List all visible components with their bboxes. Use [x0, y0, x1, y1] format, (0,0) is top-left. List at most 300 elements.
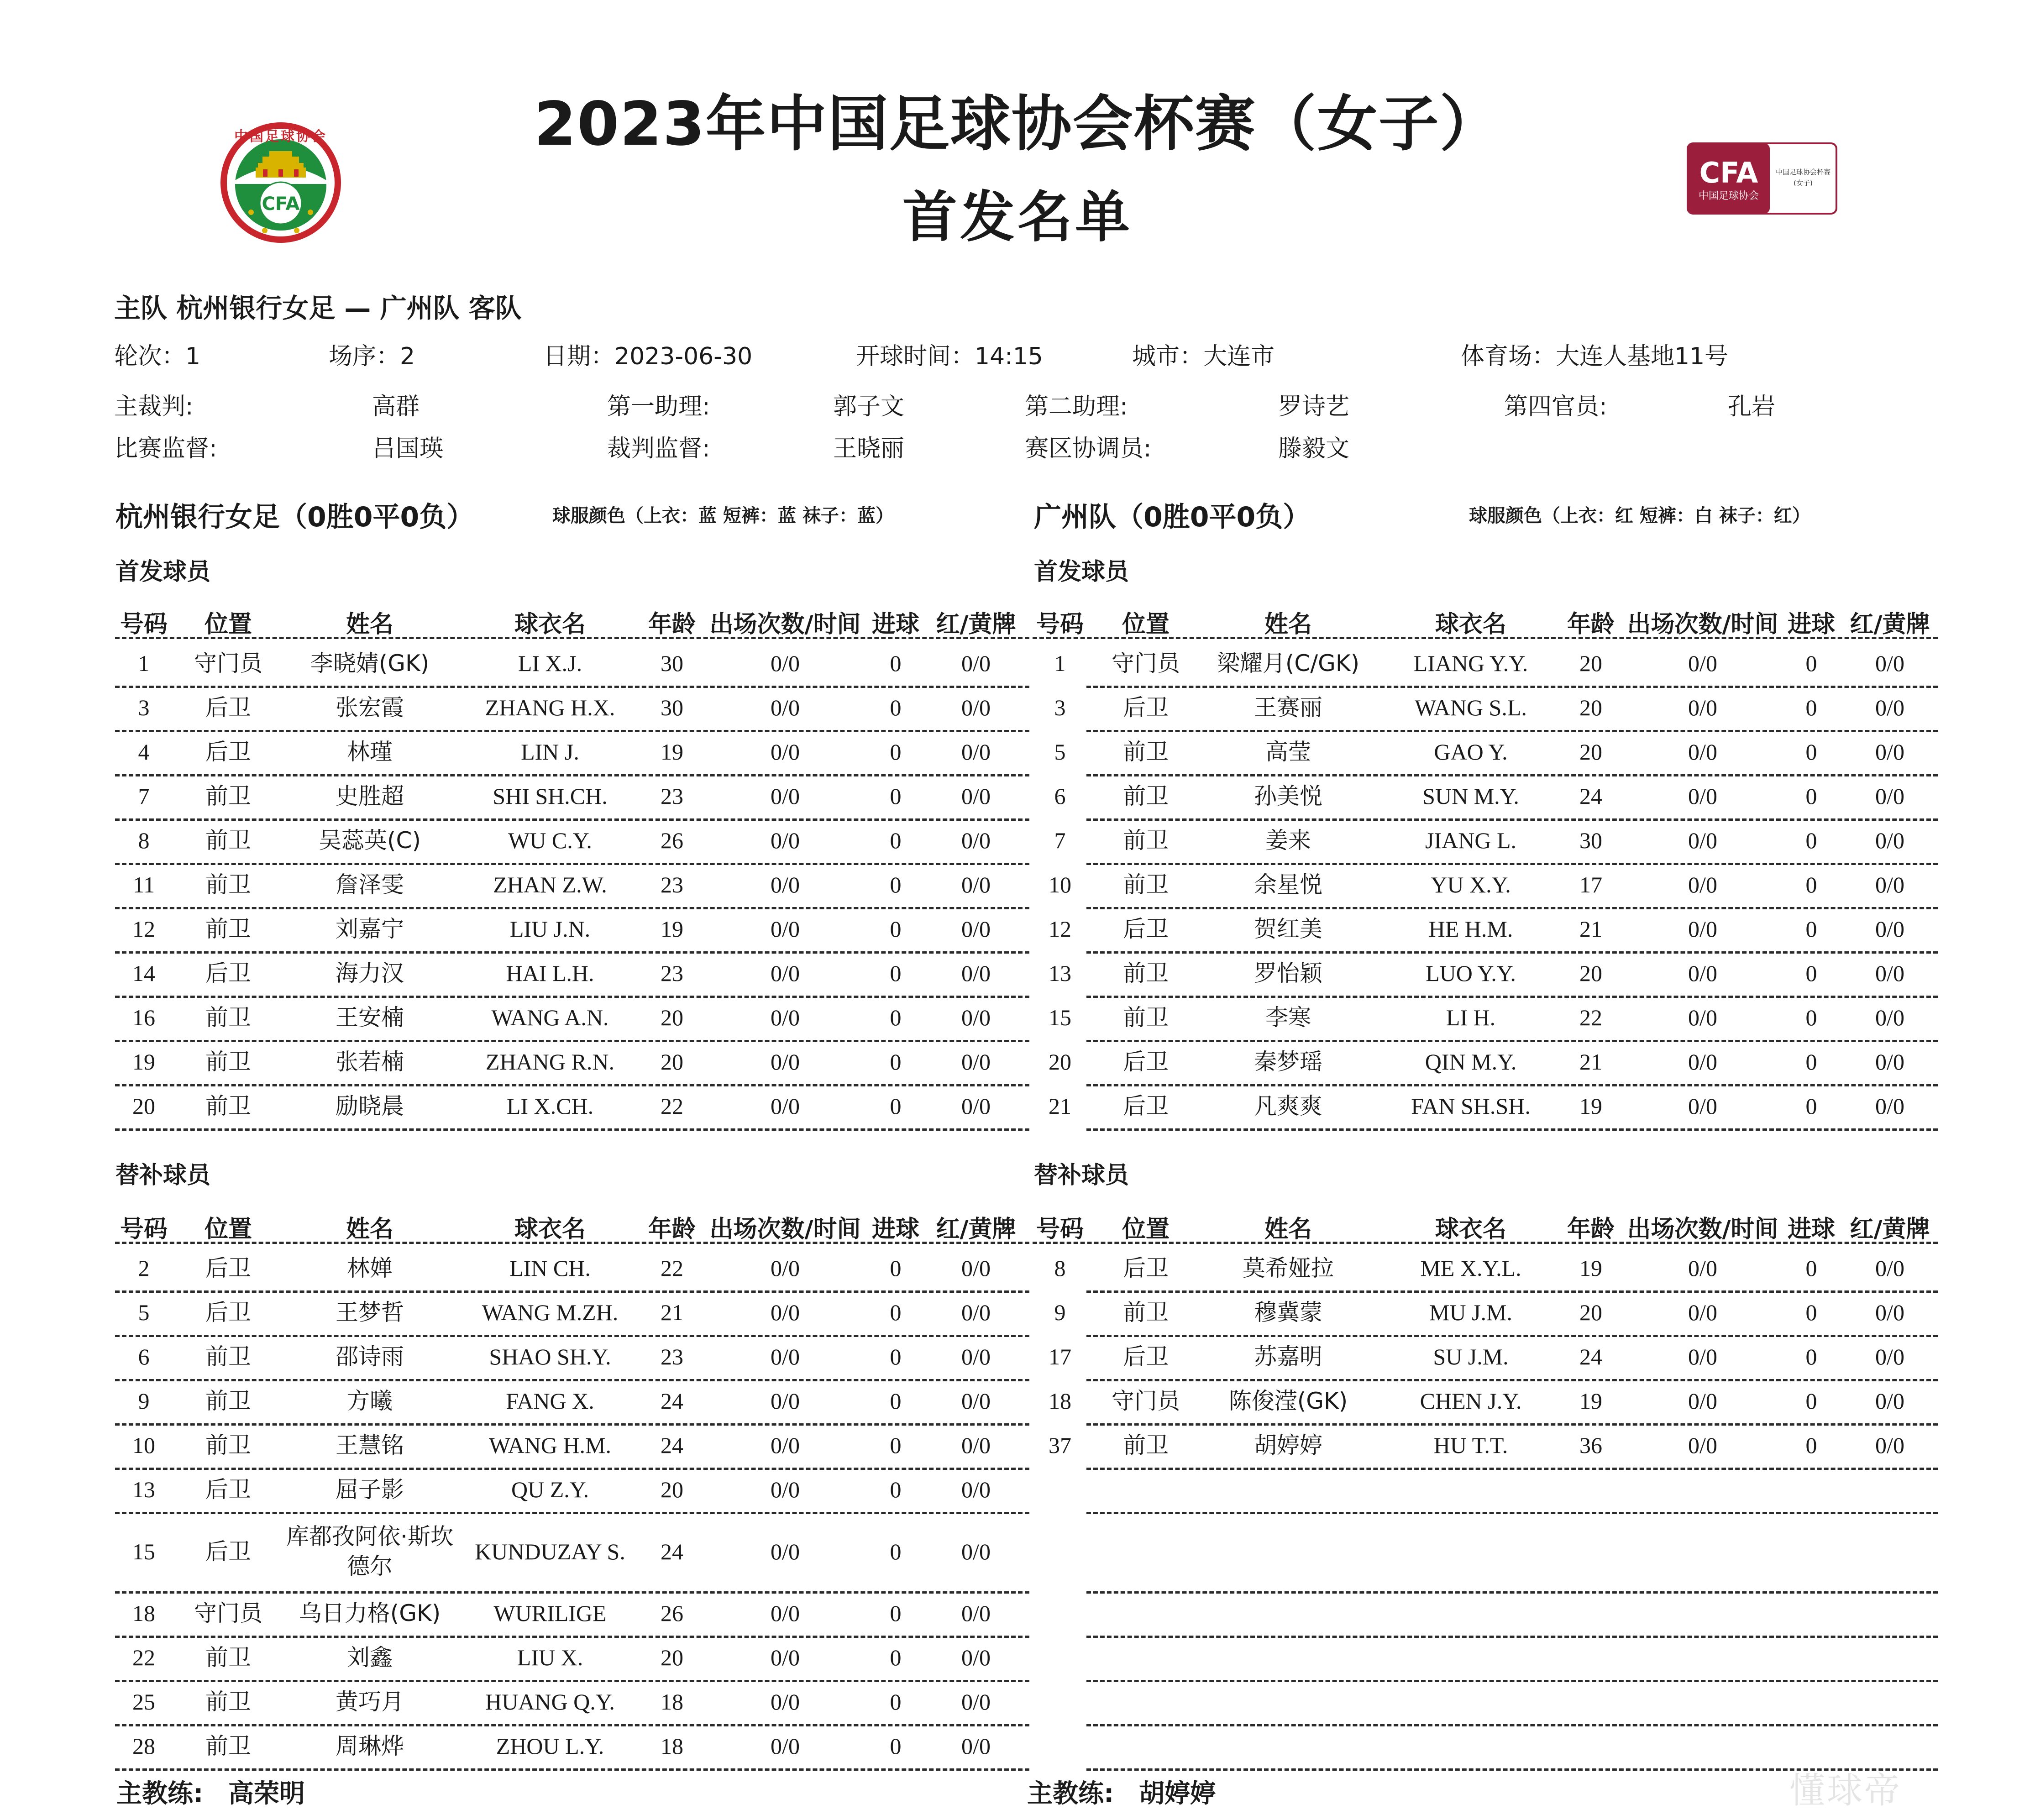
- table-row: [115, 1512, 1029, 1594]
- official-name: 滕毅文: [1278, 435, 1350, 462]
- col-age: 21: [1579, 916, 1602, 942]
- col-shirt-name: FAN SH.SH.: [1411, 1093, 1531, 1119]
- col-shirt-name: WANG A.N.: [491, 1005, 609, 1030]
- col-number: 25: [132, 1689, 155, 1715]
- col-number: 15: [132, 1538, 155, 1564]
- col-appearances: 0/0: [1688, 1049, 1717, 1075]
- col-goals: 0: [890, 695, 902, 720]
- header-col-goals: 进球: [871, 1216, 920, 1243]
- col-position: 前卫: [1123, 1299, 1169, 1326]
- col-name: 张宏霞: [336, 694, 404, 721]
- col-name: 王梦哲: [336, 1299, 404, 1326]
- col-position: 后卫: [205, 960, 251, 986]
- col-shirt-name: LI X.CH.: [506, 1093, 594, 1119]
- official-name: 郭子文: [833, 393, 905, 420]
- col-shirt-name: HE H.M.: [1428, 916, 1513, 942]
- col-appearances: 0/0: [1688, 1344, 1717, 1369]
- col-goals: 0: [1805, 650, 1817, 676]
- col-goals: 0: [890, 1005, 902, 1030]
- official-role: 裁判监督:: [607, 435, 710, 462]
- col-cards: 0/0: [961, 695, 991, 720]
- col-number: 13: [132, 1477, 155, 1502]
- col-goals: 0: [1805, 1005, 1817, 1030]
- col-appearances: 0/0: [771, 960, 800, 986]
- col-cards: 0/0: [961, 828, 991, 853]
- col-age: 20: [661, 1477, 683, 1502]
- col-appearances: 0/0: [771, 916, 800, 942]
- col-position: 前卫: [205, 1432, 251, 1458]
- col-age: 30: [661, 695, 683, 720]
- col-age: 22: [661, 1255, 683, 1281]
- col-name: 穆冀蒙: [1254, 1299, 1322, 1326]
- away-team-name: 广州队（0胜0平0负）: [1034, 501, 1311, 533]
- official-name: 王晓丽: [833, 435, 905, 462]
- col-shirt-name: LIANG Y.Y.: [1413, 650, 1528, 676]
- away-subs-label: 替补球员: [1034, 1162, 1129, 1189]
- header-col-number: 号码: [1036, 1216, 1084, 1243]
- col-position: 后卫: [1123, 694, 1169, 721]
- col-number: 10: [1049, 872, 1071, 897]
- col-goals: 0: [1805, 828, 1817, 853]
- header-col-position: 位置: [1122, 611, 1170, 638]
- col-appearances: 0/0: [1688, 1005, 1717, 1030]
- col-position: 前卫: [205, 916, 251, 942]
- header-col-age: 年龄: [1567, 611, 1615, 638]
- col-cards: 0/0: [1875, 1255, 1904, 1281]
- col-name: 王安楠: [336, 1004, 404, 1031]
- col-position: 前卫: [205, 827, 251, 854]
- col-goals: 0: [890, 650, 902, 676]
- col-shirt-name: SUN M.Y.: [1422, 783, 1519, 809]
- table-row: [1049, 996, 1938, 1042]
- col-number: 10: [132, 1432, 155, 1458]
- header-col-position: 位置: [1122, 1216, 1170, 1243]
- col-cards: 0/0: [1875, 1344, 1904, 1369]
- col-cards: 0/0: [961, 1689, 991, 1715]
- col-goals: 0: [890, 1477, 902, 1502]
- seal-ring-text: 中国足球协会: [234, 129, 327, 145]
- col-age: 36: [1579, 1432, 1602, 1458]
- col-appearances: 0/0: [1688, 1432, 1717, 1458]
- official-role: 第四官员:: [1504, 393, 1607, 420]
- empty-table-row: [1086, 1636, 1938, 1682]
- col-age: 20: [1579, 695, 1602, 720]
- col-name: 姜来: [1265, 827, 1311, 854]
- home-team-name: 杭州银行女足（0胜0平0负）: [115, 501, 474, 533]
- col-shirt-name: QIN M.Y.: [1425, 1049, 1517, 1075]
- col-age: 19: [661, 739, 683, 765]
- col-goals: 0: [890, 1432, 902, 1458]
- col-appearances: 0/0: [1688, 1300, 1717, 1325]
- table-row: [1054, 774, 1938, 821]
- right-logo-badge-text: CFA: [1699, 156, 1758, 189]
- table-row: [1054, 730, 1938, 776]
- col-goals: 0: [890, 872, 902, 897]
- table-row: [115, 774, 1029, 821]
- header-col-number: 号码: [120, 611, 168, 638]
- col-cards: 0/0: [1875, 783, 1904, 809]
- col-cards: 0/0: [961, 1049, 991, 1075]
- empty-table-row: [1086, 1680, 1938, 1726]
- right-logo-side-text-1: 中国足球协会杯赛: [1775, 168, 1831, 176]
- col-number: 20: [132, 1093, 155, 1119]
- col-shirt-name: ZHOU L.Y.: [496, 1733, 604, 1759]
- col-position: 前卫: [1123, 739, 1169, 765]
- col-cards: 0/0: [961, 1388, 991, 1414]
- col-position: 守门员: [1112, 1388, 1180, 1414]
- col-name: 高莹: [1265, 739, 1311, 765]
- col-shirt-name: WANG M.ZH.: [482, 1300, 619, 1325]
- away-table-header: [1033, 600, 1938, 639]
- official-name: 孔岩: [1728, 393, 1776, 420]
- header-col-age: 年龄: [1567, 1216, 1615, 1243]
- page-title: 2023年中国足球协会杯赛（女子）: [534, 89, 1501, 159]
- col-position: 前卫: [1123, 960, 1169, 986]
- col-shirt-name: LIU J.N.: [509, 916, 591, 942]
- official-role: 第一助理:: [607, 393, 710, 420]
- col-shirt-name: SHI SH.CH.: [493, 783, 608, 809]
- table-row: [115, 1246, 1029, 1293]
- col-appearances: 0/0: [1688, 739, 1717, 765]
- header-col-shirt-name: 球衣名: [514, 1216, 586, 1243]
- col-cards: 0/0: [1875, 1432, 1904, 1458]
- col-age: 18: [661, 1733, 683, 1759]
- col-appearances: 0/0: [771, 695, 800, 720]
- header-col-name: 姓名: [346, 1216, 394, 1243]
- col-appearances: 0/0: [771, 1388, 800, 1414]
- col-position: 前卫: [205, 1644, 251, 1671]
- city: 城市：大连市: [1132, 343, 1275, 370]
- col-appearances: 0/0: [771, 1093, 800, 1119]
- home-coach-name: 高荣明: [228, 1779, 305, 1809]
- col-number: 21: [1049, 1093, 1071, 1119]
- table-row: [1049, 1040, 1938, 1086]
- header-col-name: 姓名: [1264, 1216, 1312, 1243]
- col-cards: 0/0: [961, 650, 991, 676]
- teams-line: 主队 杭州银行女足 — 广州队 客队: [114, 293, 522, 324]
- col-name: 史胜超: [336, 783, 404, 809]
- header-col-appearances: 出场次数/时间: [709, 611, 861, 638]
- col-number: 1: [1054, 650, 1066, 676]
- table-row: [1049, 907, 1938, 954]
- table-row: [115, 1040, 1029, 1086]
- header-col-shirt-name: 球衣名: [1435, 1216, 1507, 1243]
- header-col-name: 姓名: [1264, 611, 1312, 638]
- col-name: 库都孜阿依·斯坎德尔: [286, 1523, 453, 1579]
- table-row: [1054, 686, 1938, 732]
- col-goals: 0: [890, 960, 902, 986]
- col-goals: 0: [890, 1344, 902, 1369]
- col-appearances: 0/0: [771, 1689, 800, 1715]
- col-cards: 0/0: [1875, 1300, 1904, 1325]
- col-name: 王慧铭: [336, 1432, 404, 1458]
- col-number: 22: [132, 1645, 155, 1670]
- col-position: 守门员: [1112, 650, 1180, 677]
- table-row: [1049, 1084, 1938, 1131]
- col-number: 3: [138, 695, 150, 720]
- header-col-cards: 红/黄牌: [936, 611, 1016, 638]
- col-position: 后卫: [205, 1299, 251, 1326]
- col-goals: 0: [890, 1093, 902, 1119]
- header-col-shirt-name: 球衣名: [514, 611, 586, 638]
- header-col-cards: 红/黄牌: [1850, 611, 1930, 638]
- col-goals: 0: [890, 828, 902, 853]
- table-row: [115, 996, 1029, 1042]
- col-cards: 0/0: [961, 1600, 991, 1626]
- header-col-appearances: 出场次数/时间: [1627, 611, 1778, 638]
- col-cards: 0/0: [961, 739, 991, 765]
- col-age: 17: [1579, 872, 1602, 897]
- col-age: 21: [1579, 1049, 1602, 1075]
- col-appearances: 0/0: [1688, 872, 1717, 897]
- match-date: 日期：2023-06-30: [543, 343, 753, 370]
- col-position: 后卫: [205, 1538, 251, 1565]
- col-number: 9: [1054, 1300, 1066, 1325]
- col-shirt-name: LI X.J.: [518, 650, 582, 676]
- col-appearances: 0/0: [1688, 1255, 1717, 1281]
- col-position: 后卫: [205, 694, 251, 721]
- col-cards: 0/0: [961, 1477, 991, 1502]
- col-name: 海力汉: [336, 960, 404, 986]
- col-number: 2: [138, 1255, 150, 1281]
- col-name: 贺红美: [1254, 916, 1322, 942]
- col-age: 23: [661, 960, 683, 986]
- col-name: 王赛丽: [1254, 694, 1322, 721]
- col-shirt-name: SHAO SH.Y.: [489, 1344, 611, 1369]
- col-appearances: 0/0: [771, 872, 800, 897]
- col-number: 18: [1049, 1388, 1071, 1414]
- header-col-age: 年龄: [648, 611, 696, 638]
- col-appearances: 0/0: [1688, 1093, 1717, 1119]
- home-table-header: [115, 1205, 1029, 1244]
- col-name: 励晓晨: [336, 1093, 404, 1119]
- col-name: 林瑾: [347, 739, 393, 765]
- col-position: 后卫: [205, 739, 251, 765]
- official-name: 吕国瑛: [372, 435, 444, 462]
- col-name: 屈子影: [336, 1476, 404, 1503]
- col-name: 乌日力格(GK): [299, 1600, 441, 1626]
- table-row: [115, 1379, 1029, 1426]
- col-age: 23: [661, 783, 683, 809]
- col-age: 22: [1579, 1005, 1602, 1030]
- header-col-goals: 进球: [1787, 611, 1836, 638]
- header-col-goals: 进球: [871, 611, 920, 638]
- col-goals: 0: [890, 1733, 902, 1759]
- col-number: 7: [1054, 828, 1066, 853]
- col-cards: 0/0: [1875, 1049, 1904, 1075]
- col-age: 30: [1579, 828, 1602, 853]
- col-goals: 0: [890, 1689, 902, 1715]
- away-table-header: [1033, 1205, 1938, 1244]
- col-shirt-name: ZHANG R.N.: [486, 1049, 614, 1075]
- table-row: [115, 1084, 1029, 1131]
- col-number: 17: [1049, 1344, 1071, 1369]
- col-age: 19: [661, 916, 683, 942]
- col-name: 苏嘉明: [1254, 1343, 1322, 1370]
- col-shirt-name: ZHAN Z.W.: [493, 872, 607, 897]
- stadium: 体育场：大连人基地11号: [1461, 343, 1729, 370]
- col-name: 刘嘉宁: [336, 916, 404, 942]
- col-goals: 0: [1805, 1049, 1817, 1075]
- col-number: 5: [1054, 739, 1066, 765]
- col-appearances: 0/0: [771, 1432, 800, 1458]
- header-col-goals: 进球: [1787, 1216, 1836, 1243]
- col-appearances: 0/0: [771, 650, 800, 676]
- col-goals: 0: [890, 1388, 902, 1414]
- col-goals: 0: [890, 1049, 902, 1075]
- col-position: 前卫: [205, 1733, 251, 1759]
- col-goals: 0: [890, 783, 902, 809]
- table-row: [115, 1468, 1029, 1514]
- col-cards: 0/0: [961, 1093, 991, 1119]
- header-col-age: 年龄: [648, 1216, 696, 1243]
- header-col-shirt-name: 球衣名: [1435, 611, 1507, 638]
- col-cards: 0/0: [961, 916, 991, 942]
- empty-table-row: [1086, 1512, 1938, 1594]
- match-number: 场序：2: [329, 343, 415, 370]
- header-col-appearances: 出场次数/时间: [709, 1216, 861, 1243]
- col-goals: 0: [1805, 1432, 1817, 1458]
- col-appearances: 0/0: [771, 1300, 800, 1325]
- col-number: 12: [132, 916, 155, 942]
- col-appearances: 0/0: [1688, 783, 1717, 809]
- col-name: 余星悦: [1254, 871, 1322, 898]
- col-shirt-name: LUO Y.Y.: [1426, 960, 1516, 986]
- col-age: 20: [661, 1645, 683, 1670]
- col-name: 林婵: [347, 1255, 393, 1281]
- col-number: 4: [138, 739, 150, 765]
- header-col-position: 位置: [204, 611, 252, 638]
- col-position: 前卫: [205, 1049, 251, 1075]
- col-appearances: 0/0: [771, 1255, 800, 1281]
- col-cards: 0/0: [1875, 1388, 1904, 1414]
- table-row: [115, 730, 1029, 776]
- col-shirt-name: WANG S.L.: [1415, 695, 1527, 720]
- col-goals: 0: [1805, 960, 1817, 986]
- col-number: 11: [132, 872, 155, 897]
- col-shirt-name: ME X.Y.L.: [1420, 1255, 1521, 1281]
- col-position: 前卫: [1123, 783, 1169, 809]
- col-cards: 0/0: [961, 1344, 991, 1369]
- col-position: 后卫: [1123, 1255, 1169, 1281]
- col-goals: 0: [1805, 783, 1817, 809]
- right-logo-under-text: 中国足球协会: [1698, 190, 1759, 202]
- col-age: 18: [661, 1689, 683, 1715]
- kickoff-time: 开球时间：14:15: [856, 343, 1043, 370]
- col-number: 16: [132, 1005, 155, 1030]
- official-name: 高群: [372, 393, 420, 420]
- col-position: 后卫: [1123, 916, 1169, 942]
- col-shirt-name: GAO Y.: [1434, 739, 1508, 765]
- col-number: 8: [138, 828, 150, 853]
- col-goals: 0: [890, 916, 902, 942]
- col-number: 19: [132, 1049, 155, 1075]
- col-age: 19: [1579, 1093, 1602, 1119]
- col-position: 守门员: [194, 1600, 262, 1626]
- col-appearances: 0/0: [771, 1344, 800, 1369]
- col-goals: 0: [890, 1645, 902, 1670]
- col-goals: 0: [1805, 1255, 1817, 1281]
- col-appearances: 0/0: [1688, 650, 1717, 676]
- col-position: 后卫: [1123, 1093, 1169, 1119]
- table-row: [115, 1290, 1029, 1337]
- col-number: 37: [1049, 1432, 1071, 1458]
- home-kit-colors: 球服颜色（上衣：蓝 短裤：蓝 袜子：蓝）: [552, 505, 894, 526]
- col-position: 前卫: [1123, 871, 1169, 898]
- col-age: 23: [661, 872, 683, 897]
- col-goals: 0: [1805, 739, 1817, 765]
- col-age: 24: [661, 1538, 683, 1564]
- col-name: 李晓婧(GK): [310, 650, 430, 677]
- col-age: 19: [1579, 1255, 1602, 1281]
- col-number: 5: [138, 1300, 150, 1325]
- col-shirt-name: HAI L.H.: [506, 960, 594, 986]
- col-age: 22: [661, 1093, 683, 1119]
- col-age: 23: [661, 1344, 683, 1369]
- col-goals: 0: [890, 1300, 902, 1325]
- table-row: [115, 863, 1029, 909]
- col-name: 孙美悦: [1254, 783, 1322, 809]
- col-goals: 0: [1805, 1093, 1817, 1119]
- table-row: [1054, 641, 1938, 688]
- empty-table-row: [1086, 1468, 1938, 1514]
- col-shirt-name: FANG X.: [506, 1388, 594, 1414]
- right-logo-side-text-2: (女子): [1794, 179, 1813, 187]
- table-row: [115, 818, 1029, 865]
- away-coach-name: 胡婷婷: [1139, 1779, 1216, 1809]
- col-position: 前卫: [205, 1343, 251, 1370]
- col-name: 吴蕊英(C): [319, 827, 421, 854]
- col-age: 19: [1579, 1388, 1602, 1414]
- col-cards: 0/0: [961, 1005, 991, 1030]
- table-row: [1049, 863, 1938, 909]
- table-row: [1049, 1423, 1938, 1470]
- col-number: 14: [132, 960, 155, 986]
- col-appearances: 0/0: [771, 783, 800, 809]
- col-number: 8: [1054, 1255, 1066, 1281]
- col-shirt-name: LIN J.: [521, 739, 579, 765]
- table-row: [1054, 818, 1938, 865]
- col-cards: 0/0: [961, 872, 991, 897]
- col-shirt-name: MU J.M.: [1429, 1300, 1512, 1325]
- col-appearances: 0/0: [771, 1645, 800, 1670]
- col-name: 张若楠: [336, 1049, 404, 1075]
- col-cards: 0/0: [961, 1733, 991, 1759]
- col-number: 9: [138, 1388, 150, 1414]
- empty-table-row: [1086, 1591, 1938, 1638]
- col-name: 李寒: [1265, 1004, 1311, 1031]
- header-col-name: 姓名: [346, 611, 394, 638]
- col-cards: 0/0: [961, 1432, 991, 1458]
- col-position: 前卫: [205, 783, 251, 809]
- col-position: 后卫: [205, 1255, 251, 1281]
- col-goals: 0: [1805, 695, 1817, 720]
- col-number: 1: [138, 650, 150, 676]
- col-age: 26: [661, 828, 683, 853]
- header-col-position: 位置: [204, 1216, 252, 1243]
- col-position: 前卫: [205, 1388, 251, 1414]
- col-name: 刘鑫: [347, 1644, 393, 1671]
- col-shirt-name: WURILIGE: [493, 1600, 607, 1626]
- col-goals: 0: [1805, 1344, 1817, 1369]
- col-age: 20: [661, 1049, 683, 1075]
- col-cards: 0/0: [1875, 650, 1904, 676]
- col-cards: 0/0: [961, 1645, 991, 1670]
- col-age: 21: [661, 1300, 683, 1325]
- col-shirt-name: LI H.: [1446, 1005, 1496, 1030]
- col-age: 20: [1579, 650, 1602, 676]
- header-col-number: 号码: [120, 1216, 168, 1243]
